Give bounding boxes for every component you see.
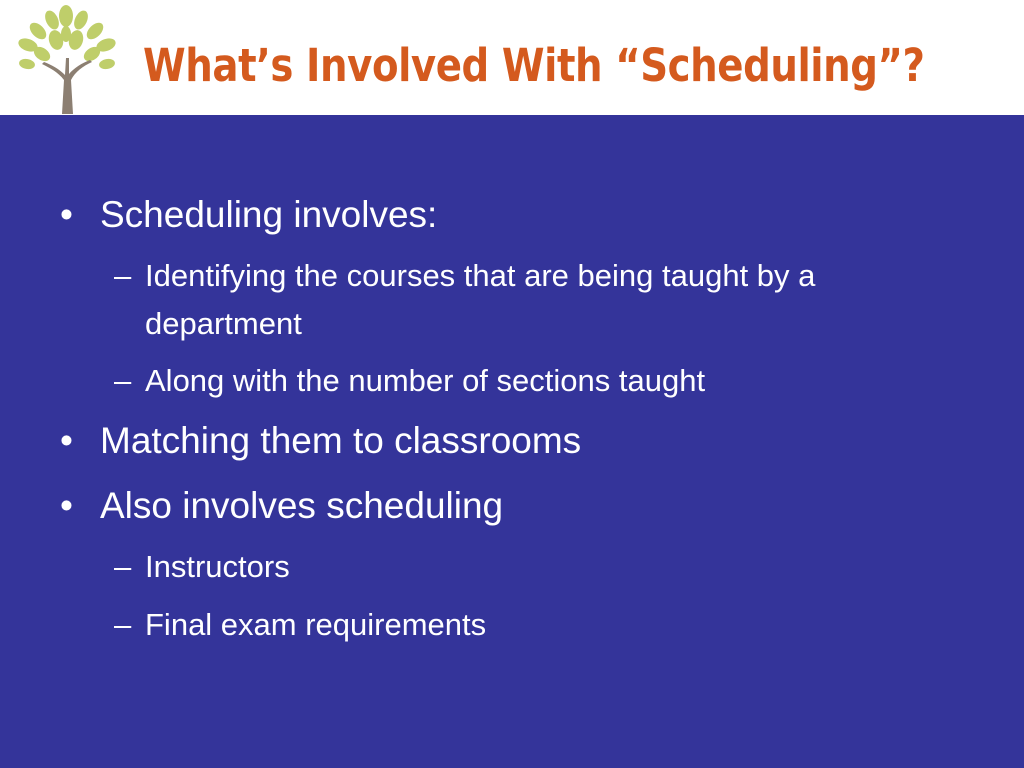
sub-bullet-marker: – <box>114 258 132 293</box>
sub-bullet-marker: – <box>114 363 132 398</box>
bullet-marker: • <box>60 194 73 235</box>
sub-bullet-text: Instructors <box>145 549 290 584</box>
slide-title: What’s Involved With “Scheduling”? <box>143 39 925 92</box>
sub-bullet-text: Identifying the courses that are being taught by a department <box>145 258 816 341</box>
bullet-marker: • <box>60 420 73 461</box>
sub-bullet-marker: – <box>114 607 132 642</box>
bullet-marker: • <box>60 485 73 526</box>
sub-bullet-text: Along with the number of sections taught <box>145 363 706 398</box>
bullet-text: Matching them to classrooms <box>100 420 582 461</box>
bullet-text: Also involves scheduling <box>100 485 504 526</box>
sub-bullet-text: Final exam requirements <box>145 607 487 642</box>
bullet-text: Scheduling involves: <box>100 194 438 235</box>
sub-bullet-marker: – <box>114 549 132 584</box>
